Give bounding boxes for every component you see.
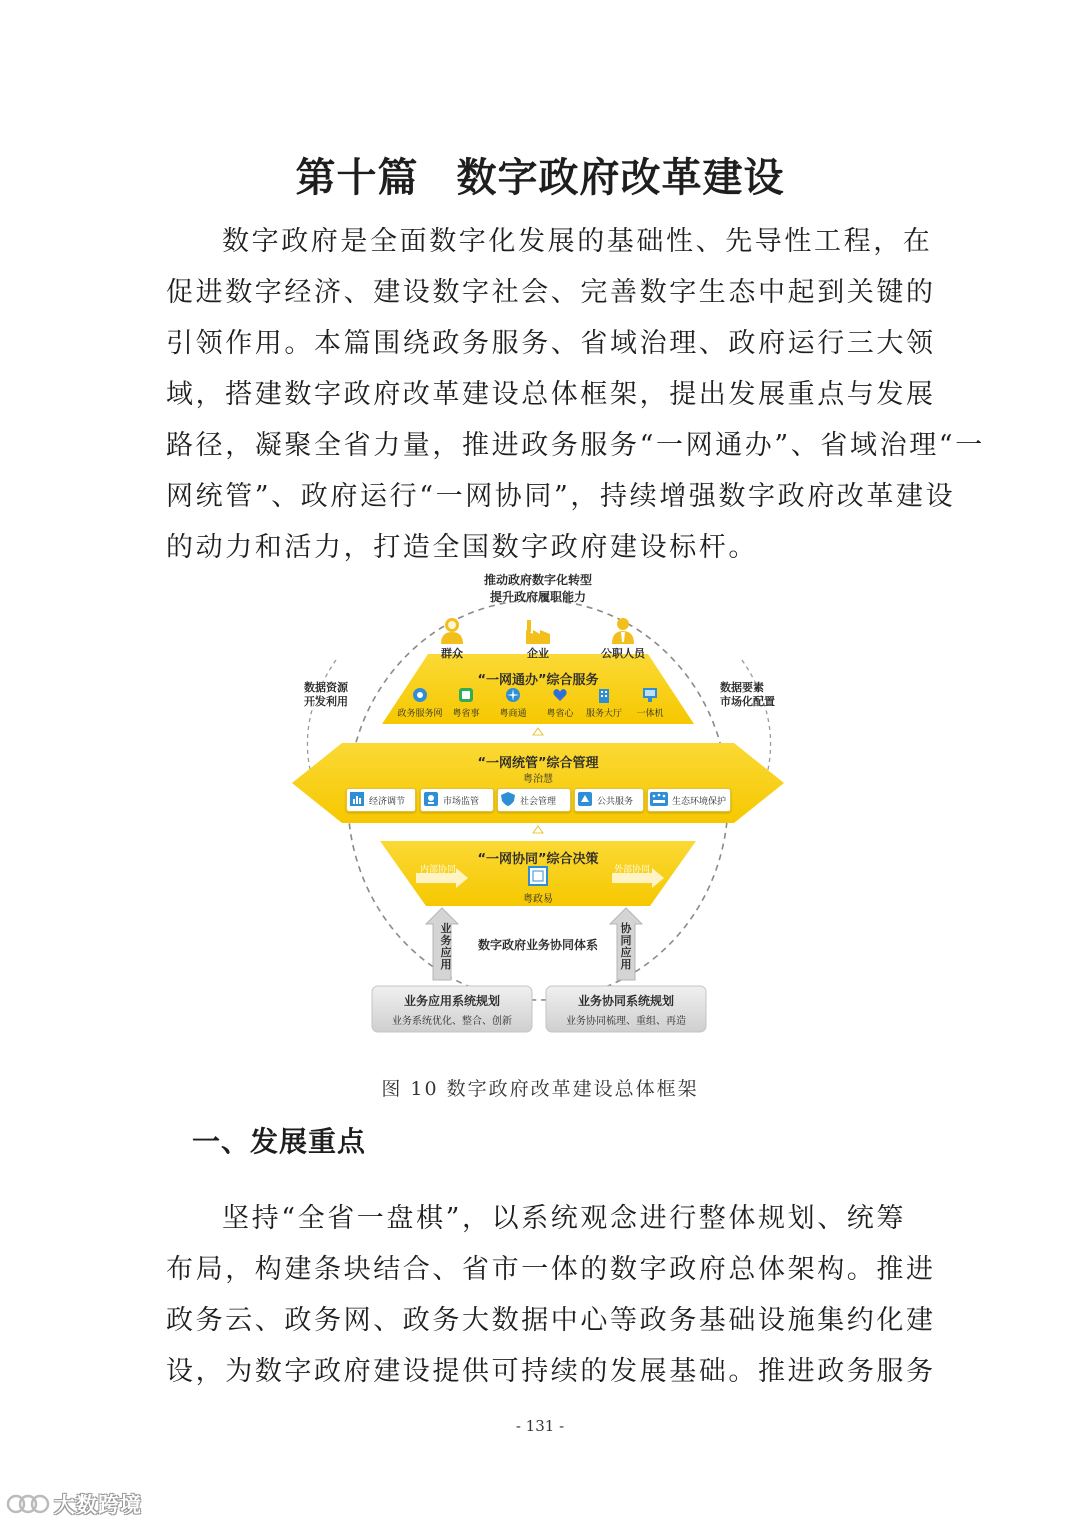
- intro-line: 数字政府是全面数字化发展的基础性、先导性工程，在: [222, 226, 933, 257]
- box-title: 业务协同系统规划: [577, 994, 675, 1008]
- box-title: 业务应用系统规划: [403, 994, 501, 1008]
- actor-label: 群众: [441, 647, 463, 660]
- intro-paragraph: [166, 216, 985, 573]
- actor-label: 企业: [527, 647, 549, 660]
- tier1-item-label: 粤省心: [546, 709, 574, 719]
- tier1-item-label: 服务大厅: [585, 709, 623, 719]
- body-line: 政务云、政务网、政务大数据中心等政务基础设施集约化建: [166, 1305, 936, 1336]
- section-heading: 一、发展重点: [192, 1125, 367, 1158]
- framework-diagram: [276, 568, 806, 1038]
- actor-label: 公职人员: [601, 647, 645, 660]
- body-line: 布局，构建条块结合、省市一体的数字政府总体架构。推进: [166, 1254, 936, 1285]
- tier2-item: 生态环境保护: [647, 788, 731, 812]
- body-paragraph: [166, 1193, 936, 1397]
- tier2-item: 公共服务: [574, 788, 644, 812]
- service-icon: [578, 792, 592, 806]
- intro-line: 网统管”、政府运行“一网协同”，持续增强数字政府改革建设: [166, 481, 956, 512]
- left-side-label: 数据资源 开发利用: [304, 681, 348, 708]
- tier1-item-label: 粤商通: [499, 709, 527, 719]
- figure-caption: 图 10 数字政府改革建设总体框架: [381, 1078, 699, 1100]
- arrow-right-label: 协同应用: [620, 922, 632, 971]
- bottom-label: 数字政府业务协同体系: [477, 938, 599, 952]
- tier1-item-label: 政务服务网: [397, 709, 443, 719]
- watermark-logo-icon: [6, 1492, 50, 1516]
- tier3-right-label: 外部协同: [614, 865, 651, 875]
- tier1-item-label: 一体机: [636, 709, 664, 719]
- tier2-subtitle: 粤治慧: [523, 774, 553, 785]
- pm25-icon: [650, 792, 668, 806]
- watermark-text: 大数跨境: [54, 1493, 142, 1517]
- tier2-title: “一网统管”综合管理: [477, 756, 599, 771]
- tier2-item: 社会管理: [497, 788, 571, 812]
- bar-chart-icon: [350, 792, 364, 806]
- top-label-line1: 推动政府数字化转型: [483, 573, 593, 587]
- box-subtitle: 业务协同梳理、重组、再造: [566, 1016, 686, 1027]
- intro-line: 的动力和活力，打造全国数字政府建设标杆。: [166, 532, 758, 563]
- top-label-line2: 提升政府履职能力: [489, 590, 587, 604]
- shield-icon: [501, 792, 515, 806]
- tier2-item: 市场监管: [420, 788, 494, 812]
- body-line: 坚持“全省一盘棋”，以系统观念进行整体规划、统筹: [222, 1203, 907, 1234]
- tier3-subtitle: 粤政易: [523, 894, 553, 905]
- intro-line: 域，搭建数字政府改革建设总体框架，提出发展重点与发展: [166, 379, 936, 410]
- body-line: 设，为数字政府建设提供可持续的发展基础。推进政务服务: [166, 1356, 936, 1387]
- right-side-label: 数据要素 市场化配置: [720, 681, 775, 708]
- tier1-item-label: 粤省事: [452, 709, 480, 719]
- arrow-left-label: 业务应用: [440, 922, 452, 971]
- box-subtitle: 业务系统优化、整合、创新: [392, 1016, 512, 1027]
- tier1-title: “一网通办”综合服务: [477, 673, 599, 688]
- tier3-title: “一网协同”综合决策: [477, 852, 599, 867]
- page-title: 第十篇 数字政府改革建设: [295, 155, 785, 201]
- tier2-item: 经济调节: [346, 788, 416, 812]
- intro-line: 路径，凝聚全省力量，推进政务服务“一网通办”、省域治理“一: [166, 430, 985, 461]
- watermark: [6, 1490, 142, 1518]
- intro-line: 促进数字经济、建设数字社会、完善数字生态中起到关键的: [166, 277, 936, 308]
- monitor-icon: [424, 792, 438, 806]
- page-number: - 131 -: [515, 1417, 565, 1435]
- intro-line: 引领作用。本篇围绕政务服务、省域治理、政府运行三大领: [166, 328, 936, 359]
- tier3-left-label: 内部协同: [420, 865, 457, 875]
